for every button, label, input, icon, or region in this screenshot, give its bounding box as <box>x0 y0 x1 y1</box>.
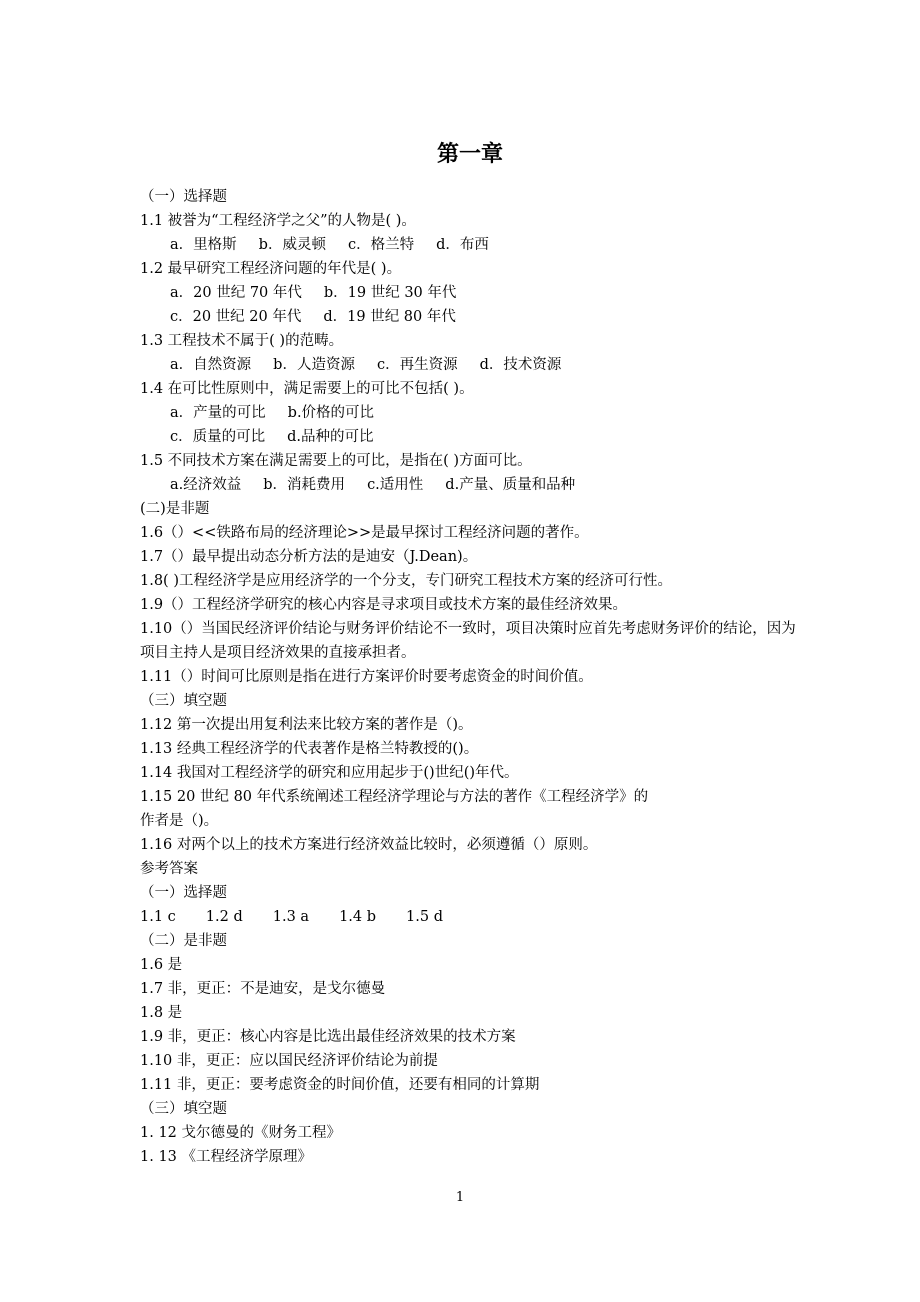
question-text: 1.4 在可比性原则中，满足需要上的可比不包括( )。 <box>140 381 474 397</box>
mc-answer-row <box>140 905 800 929</box>
option: c.适用性 <box>367 477 424 493</box>
fill-blank-item: 1.13 经典工程经济学的代表著作是格兰特教授的()。 <box>140 741 479 757</box>
option: a．自然资源 <box>170 357 252 373</box>
section-heading: （一）选择题 <box>140 885 227 901</box>
fill-answer: 1. 12 戈尔德曼的《财务工程》 <box>140 1125 342 1141</box>
question-text: 1.5 不同技术方案在满足需要上的可比，是指在( )方面可比。 <box>140 453 532 469</box>
tf-answer: 1.11 非，更正：要考虑资金的时间价值，还要有相同的计算期 <box>140 1077 540 1093</box>
true-false-item: 1.8( )工程经济学是应用经济学的一个分支，专门研究工程技术方案的经济可行性。 <box>140 573 672 589</box>
option: b．威灵顿 <box>258 237 326 253</box>
page-number: 1 <box>455 1190 465 1205</box>
document-body <box>140 185 800 1169</box>
question-text: 1.2 最早研究工程经济问题的年代是( )。 <box>140 261 402 277</box>
tf-answer: 1.8 是 <box>140 1005 183 1021</box>
section-heading: （二）是非题 <box>140 933 227 949</box>
true-false-item: 1.11（）时间可比原则是指在进行方案评价时要考虑资金的时间价值。 <box>140 669 593 685</box>
true-false-item: 1.7（）最早提出动态分析方法的是迪安（J.Dean)。 <box>140 549 478 565</box>
question-text: 1.1 被誉为“工程经济学之父”的人物是( )。 <box>140 213 416 229</box>
section-heading: （三）填空题 <box>140 1101 227 1117</box>
tf-answer: 1.7 非，更正：不是迪安，是戈尔德曼 <box>140 981 386 997</box>
option: b．19 世纪 30 年代 <box>323 285 457 301</box>
option: a．产量的可比 <box>170 405 266 421</box>
option: d.产量、质量和品种 <box>445 477 576 493</box>
section-heading: (二)是非题 <box>140 501 210 517</box>
option: b.价格的可比 <box>287 405 375 421</box>
tf-answer: 1.6 是 <box>140 957 183 973</box>
option: a．20 世纪 70 年代 <box>170 285 302 301</box>
fill-blank-item: 1.15 20 世纪 80 年代系统阐述工程经济学理论与方法的著作《工程经济学》的 <box>140 789 649 805</box>
option: d.品种的可比 <box>287 429 374 445</box>
option-row <box>140 305 800 329</box>
option: c．质量的可比 <box>170 429 266 445</box>
fill-blank-item: 1.14 我国对工程经济学的研究和应用起步于()世纪()年代。 <box>140 765 519 781</box>
mc-answer: 1.1 c <box>140 909 176 925</box>
section-heading: （一）选择题 <box>140 189 227 205</box>
answers-heading: 参考答案 <box>140 861 198 877</box>
option-row <box>140 233 800 257</box>
option: a.经济效益 <box>170 477 242 493</box>
option: d．布西 <box>436 237 489 253</box>
fill-blank-item: 1.12 第一次提出用复利法来比较方案的著作是（)。 <box>140 717 473 733</box>
section-heading: （三）填空题 <box>140 693 227 709</box>
option: d．技术资源 <box>479 357 562 373</box>
chapter-title: 第一章 <box>436 142 503 167</box>
option-row <box>140 473 800 497</box>
fill-blank-item: 作者是（)。 <box>140 813 219 829</box>
option: b．消耗费用 <box>263 477 346 493</box>
option: c．20 世纪 20 年代 <box>170 309 302 325</box>
tf-answer: 1.10 非，更正：应以国民经济评价结论为前提 <box>140 1053 438 1069</box>
option: b．人造资源 <box>273 357 355 373</box>
true-false-item: 1.10（）当国民经济评价结论与财务评价结论不一致时，项目决策时应首先考虑财务评价的结论，因为项目主持人是项目经济效果的直接承担者。 <box>140 621 796 661</box>
option: c．格兰特 <box>347 237 415 253</box>
fill-answer: 1. 13 《工程经济学原理》 <box>140 1149 313 1165</box>
option-row <box>140 425 800 449</box>
true-false-item: 1.6（）<<铁路布局的经济理论>>是最早探讨工程经济问题的著作。 <box>140 525 589 541</box>
option: c．再生资源 <box>376 357 458 373</box>
option-row <box>140 281 800 305</box>
mc-answer: 1.4 b <box>339 909 377 925</box>
mc-answer: 1.3 a <box>272 909 310 925</box>
true-false-item: 1.9（）工程经济学研究的核心内容是寻求项目或技术方案的最佳经济效果。 <box>140 597 628 613</box>
tf-answer: 1.9 非，更正：核心内容是比选出最佳经济效果的技术方案 <box>140 1029 516 1045</box>
fill-blank-item: 1.16 对两个以上的技术方案进行经济效益比较时，必须遵循（）原则。 <box>140 837 598 853</box>
question-text: 1.3 工程技术不属于( )的范畴。 <box>140 333 344 349</box>
mc-answer: 1.5 d <box>406 909 443 925</box>
option: a．里格斯 <box>170 237 237 253</box>
option: d．19 世纪 80 年代 <box>323 309 456 325</box>
option-row <box>140 353 800 377</box>
option-row <box>140 401 800 425</box>
mc-answer: 1.2 d <box>205 909 243 925</box>
